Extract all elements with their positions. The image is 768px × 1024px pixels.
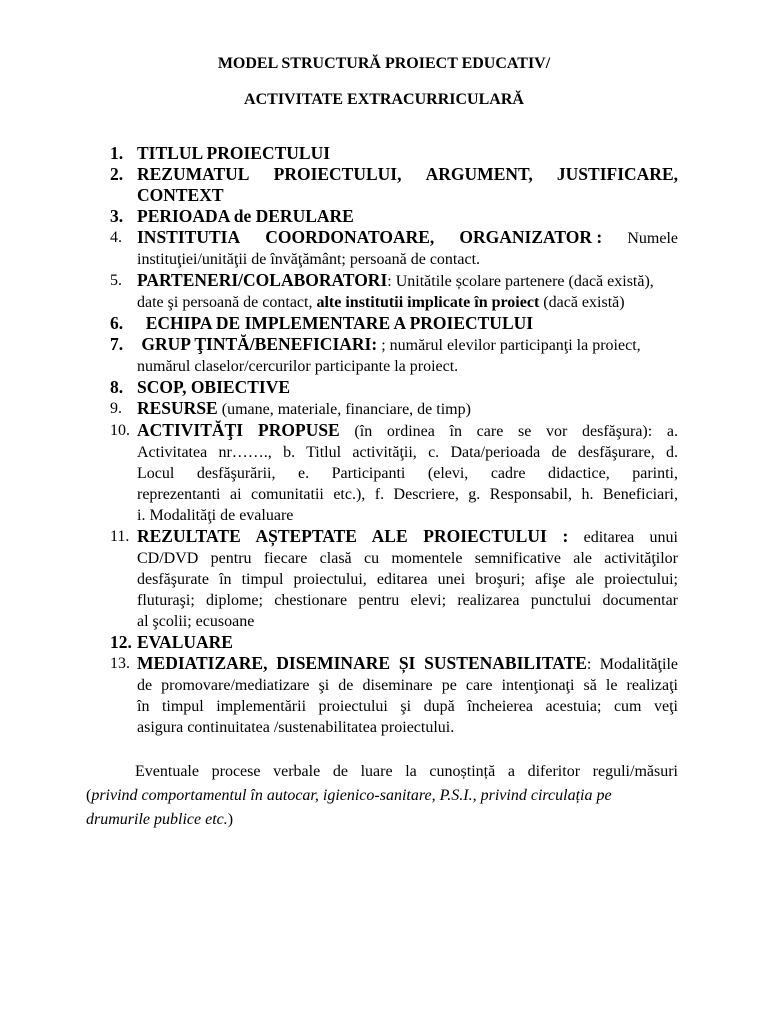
item-title: SCOP, OBIECTIVE xyxy=(137,377,291,397)
item-description-line: reprezentanti ai comunitatii etc.), f. Descriere, g. Responsabil, h. Beneficiari, xyxy=(137,486,678,503)
item-word: ARGUMENT, xyxy=(425,164,533,184)
item-title: EVALUARE xyxy=(137,632,233,652)
item-title-continued: CONTEXT xyxy=(137,185,224,205)
item-number: 8. xyxy=(110,377,124,397)
item-number: 2. xyxy=(110,164,124,184)
list-item-12 xyxy=(110,632,678,653)
item-description: Numele xyxy=(627,230,678,247)
item-number: 1. xyxy=(110,143,124,163)
item-description-line: CD/DVD pentru fiecare clasă cu momentele semnificative ale activităţilor xyxy=(137,550,678,567)
item-description-line: Activitatea nr……., b. Titlul activităţii, c. Data/perioada de desfăşurare, d. xyxy=(137,444,678,461)
item-description: (umane, materiale, financiare, de timp) xyxy=(217,401,471,418)
item-word: ORGANIZATOR : xyxy=(459,227,603,247)
item-title: PERIOADA de DERULARE xyxy=(137,206,354,226)
item-title: PARTENERI/COLABORATORI xyxy=(137,270,388,290)
item-number: 7. xyxy=(110,334,124,354)
footer-note-continued xyxy=(86,784,678,832)
item-word: PROIECTULUI, xyxy=(273,164,402,184)
list-item-4 xyxy=(110,227,678,270)
item-description-line: al şcolii; ecusoane xyxy=(137,613,255,630)
list-item-6 xyxy=(110,313,678,334)
list-item-9 xyxy=(110,398,678,420)
list-item-5 xyxy=(110,270,678,313)
footer-paren-open: ( xyxy=(86,787,92,804)
item-number: 5. xyxy=(110,272,122,289)
item-number: 4. xyxy=(110,229,122,246)
list-item-13 xyxy=(110,653,678,738)
item-word: JUSTIFICARE, xyxy=(556,164,678,184)
footer-note-line-1: Eventuale procese verbale de luare la cunoștință a diferitor reguli/măsuri xyxy=(135,763,678,780)
item-description: : Unitătile școlare partenere (dacă există), xyxy=(387,273,654,290)
item-title: RESURSE xyxy=(137,398,218,418)
footer-note xyxy=(86,760,678,832)
list-item-8 xyxy=(110,377,678,398)
item-word: COORDONATOARE, xyxy=(265,227,435,247)
item-number: 6. xyxy=(110,313,124,333)
footer-note-italic: privind comportamentul în autocar, igienico-sanitare, P.S.I., privind circulația pe drumurile publice etc. xyxy=(86,787,612,828)
document-title-line-1: MODEL STRUCTURĂ PROIECT EDUCATIV/ xyxy=(217,55,551,72)
item-number: 9. xyxy=(110,400,122,417)
item-number: 10. xyxy=(110,422,130,439)
item-description-bold: alte institutii implicate în proiect xyxy=(316,294,540,311)
item-number: 3. xyxy=(110,206,124,226)
list-item-11 xyxy=(110,526,678,632)
item-description: ; numărul elevilor participanţi la proiect, xyxy=(377,337,641,354)
list-item-2 xyxy=(110,164,678,206)
item-title: MEDIATIZARE, DISEMINARE ȘI SUSTENABILITATE xyxy=(137,653,587,673)
item-word: REZUMATUL xyxy=(137,164,250,184)
item-description-end: (dacă există) xyxy=(539,294,625,311)
item-number: 12. xyxy=(110,632,132,652)
item-description: : Modalităţile xyxy=(586,656,678,673)
item-description: (în ordinea în care se vor desfăşura): a. xyxy=(339,423,678,440)
item-number: 11. xyxy=(110,528,130,545)
item-description-continued: instituţiei/unităţii de învăţământ; persoană de contact. xyxy=(137,251,481,268)
item-title: ACTIVITĂŢI PROPUSE xyxy=(137,420,340,440)
item-title: ECHIPA DE IMPLEMENTARE A PROIECTULUI xyxy=(137,313,534,333)
item-description-line: i. Modalităţi de evaluare xyxy=(137,507,294,524)
structure-list xyxy=(110,143,678,738)
item-title: REZULTATE AȘTEPTATE ALE PROIECTULUI : xyxy=(137,526,569,546)
list-item-1 xyxy=(110,143,678,164)
item-word: INSTITUTIA xyxy=(137,227,241,247)
item-description-continued: numărul claselor/cercurilor participante la proiect. xyxy=(137,358,459,375)
item-description-line: desfăşurate în timpul proiectului, editarea unei broşuri; afişe ale proiectului; xyxy=(137,571,678,588)
item-description: editarea unui xyxy=(568,529,678,546)
item-title: GRUP ŢINTĂ/BENEFICIARI: xyxy=(137,334,378,354)
list-item-7 xyxy=(110,334,678,377)
item-description-line: de promovare/mediatizare şi de diseminare pe care intenţionaţi să le realizaţi xyxy=(137,677,678,694)
footer-paren-close: ) xyxy=(227,811,234,828)
item-description-line: în timpul implementării proiectului şi după încheierea acestuia; cum veţi xyxy=(137,698,678,715)
item-description-continued: date şi persoană de contact, xyxy=(137,294,317,311)
list-item-3 xyxy=(110,206,678,227)
item-description-line: fluturaşi; diplome; chestionare pentru elevi; realizarea punctului documentar xyxy=(137,592,678,609)
item-description-line: Locul desfăşurării, e. Participanti (elevi, cadre didactice, parinti, xyxy=(137,465,678,482)
item-title: TITLUL PROIECTULUI xyxy=(137,143,331,163)
item-number: 13. xyxy=(110,655,130,672)
item-description-line: asigura continuitatea /sustenabilitatea proiectului. xyxy=(137,719,455,736)
document-title-line-2: ACTIVITATE EXTRACURRICULARĂ xyxy=(244,91,524,108)
list-item-10 xyxy=(110,420,678,526)
